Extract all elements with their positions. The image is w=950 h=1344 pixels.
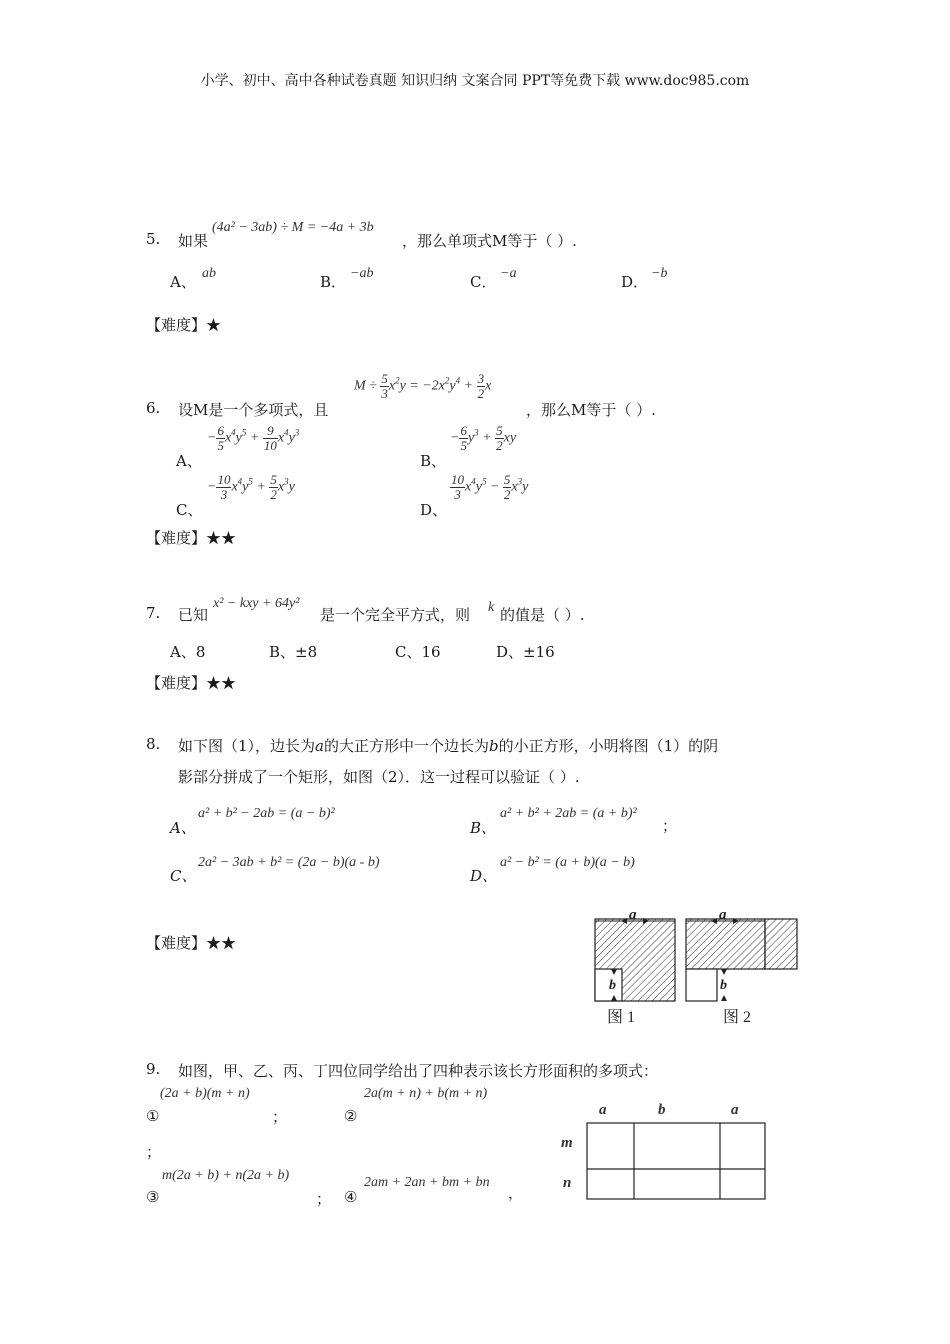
q5-option-d-label: D．: [621, 273, 649, 291]
q9-expr-1: (2a + b)(m + n): [160, 1086, 250, 1101]
q8-line-2: 影部分拼成了一个矩形，如图（2）．这一过程可以验证（ ）.: [178, 768, 580, 786]
grid-col-a2: a: [731, 1102, 739, 1118]
q9-grid: [555, 1095, 775, 1205]
q8-figures: [585, 905, 815, 1030]
fig2-rect-right: [765, 919, 797, 969]
q7-option-b: B、±8: [269, 643, 318, 661]
q8-line-1-a: 如下图（1），边长为: [178, 737, 316, 755]
q6-difficulty-label: 【难度】: [146, 529, 207, 547]
q7-difficulty-stars: ★★: [206, 674, 237, 692]
q6-option-c-label: C、: [176, 501, 203, 519]
q7-number: 7.: [146, 604, 161, 622]
q6-difficulty: [146, 527, 236, 548]
q8-difficulty-stars: ★★: [206, 934, 237, 952]
q8-option-c: 2a² − 3ab + b² = (2a − b)(a - b): [198, 855, 380, 870]
q8-option-a: a² + b² − 2ab = (a − b)²: [198, 806, 335, 821]
q7-variable-k: k: [488, 600, 495, 615]
q8-option-b-label: B、: [470, 819, 497, 837]
q5-option-c-label: C．: [470, 273, 497, 291]
fig2-label-a: a: [719, 907, 727, 923]
q6-pre: 设M是一个多项式，且: [178, 401, 329, 419]
q9-expr-4-mark: ④: [344, 1188, 358, 1206]
q5-option-a-label: A、: [170, 273, 196, 291]
q9-expr-1-end: ；: [272, 1108, 288, 1126]
fig2-b-arrow-bottom: [721, 995, 727, 1001]
q8-line-1-c: 的小正方形，小明将图（1）的阴: [498, 737, 719, 755]
q8-option-c-label: C、: [170, 867, 197, 885]
q9-expr-1-mark: ①: [146, 1107, 160, 1125]
fig2-caption: 图 2: [723, 1009, 752, 1026]
q7-option-c: C、16: [395, 643, 441, 661]
q7-difficulty: [146, 672, 236, 693]
fig2-b-arrow-top: [721, 969, 727, 975]
q6-post: ，那么M等于（ ）.: [526, 401, 656, 419]
q8-var-b: b: [489, 737, 499, 755]
q9-semicolon: ；: [146, 1143, 162, 1161]
q7-mid: 是一个完全平方式，则: [320, 606, 471, 624]
fig1-label-a: a: [629, 907, 637, 923]
q7-difficulty-label: 【难度】: [146, 674, 207, 692]
q6-equation: M ÷ $\frac{5}{3}$ $x^2y = -2x^2y^4$ + $\frac{3}{2}$ x: [354, 371, 492, 401]
q8-number: 8.: [146, 735, 161, 753]
grid-row-n: n: [563, 1175, 572, 1191]
fig2-rect-left: [686, 919, 765, 969]
q6-difficulty-stars: ★★: [206, 529, 237, 547]
q6-number: 6.: [146, 399, 161, 417]
page-header: 小学、初中、高中各种试卷真题 知识归纳 文案合同 PPT等免费下载 www.doc985.com: [200, 73, 750, 89]
q7-pre: 已知: [178, 606, 209, 624]
figure-1: [595, 907, 675, 1026]
q8-option-d-label: D、: [470, 867, 498, 885]
q5-expression: (4a² − 3ab) ÷ M = −4a + 3b: [212, 220, 374, 235]
q9-expr-3: m(2a + b) + n(2a + b): [162, 1168, 290, 1183]
q5-option-b-label: B．: [320, 273, 347, 291]
q8-var-a: a: [315, 737, 324, 755]
q5-option-a: ab: [202, 266, 216, 281]
q8-option-b-end: ；: [662, 817, 678, 835]
q9-expr-2-mark: ②: [344, 1107, 358, 1125]
q8-difficulty: [146, 932, 236, 953]
q9-expr-3-mark: ③: [146, 1188, 160, 1206]
q9-expr-2: 2a(m + n) + b(m + n): [364, 1086, 488, 1101]
figure-2: [686, 907, 797, 1026]
q5-post: ，那么单项式M等于（ ）.: [402, 232, 577, 250]
q9-text: 如图，甲、乙、丙、丁四位同学给出了四种表示该长方形面积的多项式：: [178, 1062, 659, 1080]
q7-option-a: A、8: [170, 643, 206, 661]
q8-difficulty-label: 【难度】: [146, 934, 207, 952]
q6-option-a: − $\frac{6}{5}$ $x^4y^5$ + $\frac{9}{10}$ $x^4y^3$: [207, 423, 300, 453]
q6-option-d: $\frac{10}{3}$ $x^4y^5$ − $\frac{5}{2}$ $x^3y$: [451, 472, 529, 502]
q6-option-a-label: A、: [176, 452, 202, 470]
q5-number: 5.: [146, 230, 161, 248]
fig1-label-b: b: [609, 978, 616, 993]
q6-option-d-label: D、: [420, 501, 448, 519]
q5-option-b: −ab: [350, 266, 374, 281]
q9-expr-4-end: ，: [508, 1184, 524, 1202]
q9-number: 9.: [146, 1060, 161, 1078]
q6-option-b: − $\frac{6}{5}$ $y^3$ + $\frac{5}{2}$ xy: [450, 423, 517, 453]
q5-option-d: −b: [651, 266, 668, 281]
q5-difficulty-label: 【难度】: [146, 316, 207, 334]
q5-difficulty-stars: ★: [206, 316, 222, 334]
q5-pre: 如果: [178, 232, 209, 250]
grid-col-a1: a: [599, 1102, 607, 1118]
q7-expression: x² − kxy + 64y²: [213, 596, 300, 611]
q8-line-1-b: 的大正方形中一个边长为: [324, 737, 490, 755]
grid-col-b: b: [658, 1102, 666, 1118]
q8-line-1: [178, 735, 718, 756]
q8-option-b: a² + b² + 2ab = (a + b)²: [500, 806, 637, 821]
fig2-label-b: b: [720, 978, 727, 993]
fig1-caption: 图 1: [607, 1009, 636, 1026]
q9-expr-3-end: ；: [316, 1190, 332, 1208]
q5-option-c: −a: [500, 266, 517, 281]
fig2-small-square: [686, 969, 717, 1001]
grid-outline: [587, 1123, 765, 1199]
q6-option-c: − $\frac{10}{3}$ $x^4y^5$ + $\frac{5}{2}$ $x^3y$: [207, 472, 295, 502]
grid-row-m: m: [561, 1135, 573, 1151]
q8-option-d: a² − b² = (a + b)(a − b): [500, 855, 635, 870]
q6-option-b-label: B、: [420, 452, 447, 470]
q8-option-a-label: A、: [170, 819, 196, 837]
q5-difficulty: [146, 314, 221, 335]
q9-expr-4: 2am + 2an + bm + bn: [364, 1175, 490, 1190]
q7-post: 的值是（ ）.: [500, 606, 585, 624]
q7-option-d: D、±16: [496, 643, 555, 661]
